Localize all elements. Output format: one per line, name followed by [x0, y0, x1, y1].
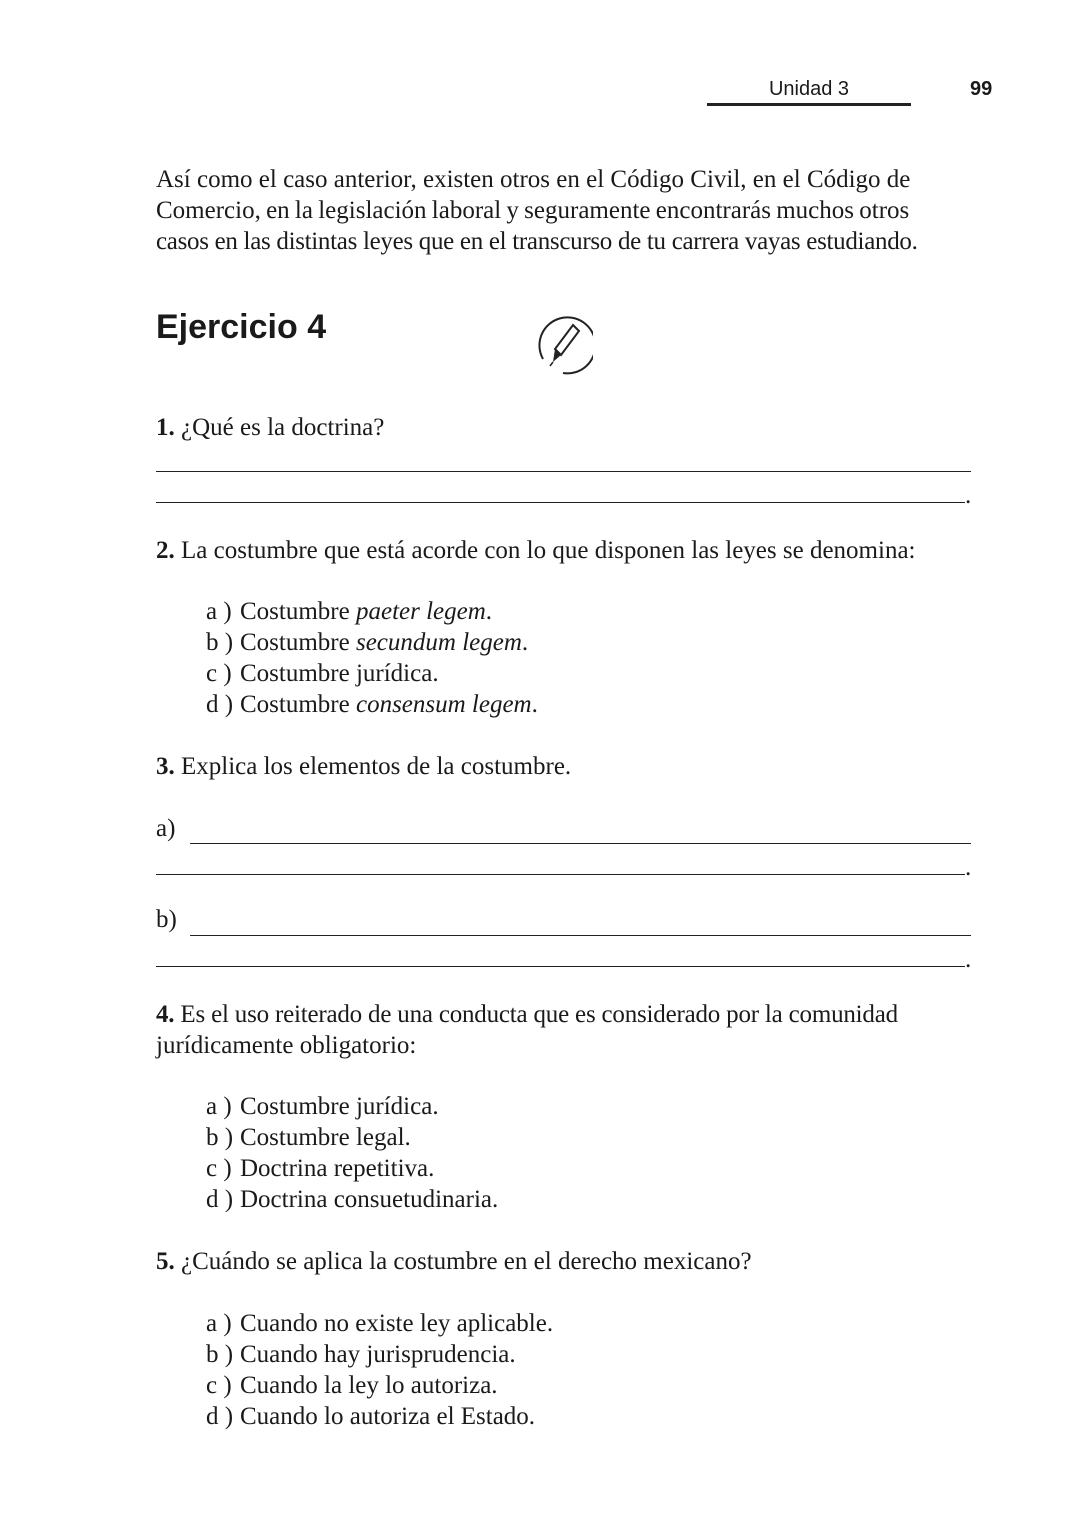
question-number: 4. [156, 1001, 175, 1028]
intro-line-2: Comercio, en la legislación laboral y seguramente encontrarás muchos otros [156, 197, 910, 224]
option-letter: d ) [206, 1186, 234, 1213]
option-letter: c ) [206, 660, 232, 687]
option-text: Cuando no existe ley aplicable. [240, 1310, 554, 1337]
option-text: Costumbre jurídica. [240, 660, 439, 687]
option-text: Cuando la ley lo autoriza. [240, 1372, 498, 1399]
header-rule [707, 103, 911, 106]
answer-line[interactable] [156, 874, 965, 875]
option[interactable] [206, 1339, 516, 1370]
question-number: 5. [156, 1248, 175, 1275]
option-letter: b ) [206, 1341, 234, 1368]
question-3 [156, 751, 571, 782]
question-number: 1. [156, 414, 175, 441]
option-letter: d ) [206, 1403, 234, 1430]
answer-line[interactable] [156, 502, 965, 503]
question-text: La costumbre que está acorde con lo que disponen las leyes se denomina: [181, 537, 916, 564]
question-text: ¿Cuándo se aplica la costumbre en el derecho mexicano? [181, 1248, 752, 1275]
option[interactable] [206, 1308, 553, 1339]
option-italic: consensum legem [355, 691, 532, 718]
option-letter: a ) [206, 1093, 232, 1120]
option[interactable] [206, 689, 538, 720]
answer-line[interactable] [156, 471, 971, 472]
option-italic: secundum legem [355, 629, 522, 656]
option-text: Costumbre [240, 691, 356, 718]
page-number: 99 [970, 78, 993, 100]
option-letter: c ) [206, 1372, 232, 1399]
answer-line[interactable] [190, 935, 971, 936]
option[interactable] [206, 1401, 535, 1432]
line-end-period: . [965, 946, 972, 973]
option-letter: a ) [206, 598, 232, 625]
option-end: . [531, 691, 538, 718]
option[interactable] [206, 627, 528, 658]
item-label-b: b) [156, 906, 177, 933]
exercise-title: Ejercicio 4 [156, 308, 327, 346]
option-text: Cuando lo autoriza el Estado. [240, 1403, 536, 1430]
option-letter: b ) [206, 629, 234, 656]
question-text: Explica los elementos de la costumbre. [181, 753, 572, 780]
option-text: Costumbre [240, 629, 356, 656]
question-4-continued: jurídicamente obligatorio: [156, 1032, 417, 1059]
option-end: . [521, 629, 529, 656]
option-letter: d ) [206, 691, 234, 718]
question-number: 3. [156, 753, 175, 780]
option[interactable] [206, 1122, 411, 1153]
option-text: Doctrina repetitiva. [240, 1155, 435, 1182]
option-text: Cuando hay jurisprudencia. [240, 1341, 516, 1368]
question-1 [156, 412, 384, 443]
answer-line[interactable] [190, 843, 971, 844]
answer-line[interactable] [156, 966, 965, 967]
option[interactable] [206, 1091, 439, 1122]
option-italic: paeter legem [355, 598, 486, 625]
pen-icon [533, 315, 593, 375]
line-end-period: . [965, 482, 972, 509]
option[interactable] [206, 596, 492, 627]
option-text: Costumbre legal. [240, 1124, 411, 1151]
option-text: Costumbre [240, 598, 356, 625]
question-number: 2. [156, 537, 175, 564]
intro-line-1: Así como el caso anterior, existen otros en el Código Civil, en el Código de [156, 166, 911, 193]
option-text: Costumbre jurídica. [240, 1093, 439, 1120]
option[interactable] [206, 1370, 498, 1401]
question-5 [156, 1246, 752, 1277]
option[interactable] [206, 1184, 498, 1215]
running-header-unit: Unidad 3 [768, 78, 850, 100]
option-end: . [485, 598, 493, 625]
option-letter: c ) [206, 1155, 232, 1182]
option-letter: b ) [206, 1124, 234, 1151]
line-end-period: . [965, 854, 972, 881]
question-text: Es el uso reiterado de una conducta que es considerado por la comunidad [180, 1001, 898, 1028]
option[interactable] [206, 1153, 434, 1184]
option-text: Doctrina consuetudinaria. [240, 1186, 499, 1213]
item-label-a: a) [156, 815, 176, 842]
question-text: ¿Qué es la doctrina? [181, 414, 385, 441]
question-2 [156, 535, 916, 566]
intro-line-3: casos en las distintas leyes que en el transcurso de tu carrera vayas estudiando. [156, 228, 918, 255]
question-4 [156, 999, 898, 1030]
option[interactable] [206, 658, 439, 689]
option-letter: a ) [206, 1310, 232, 1337]
